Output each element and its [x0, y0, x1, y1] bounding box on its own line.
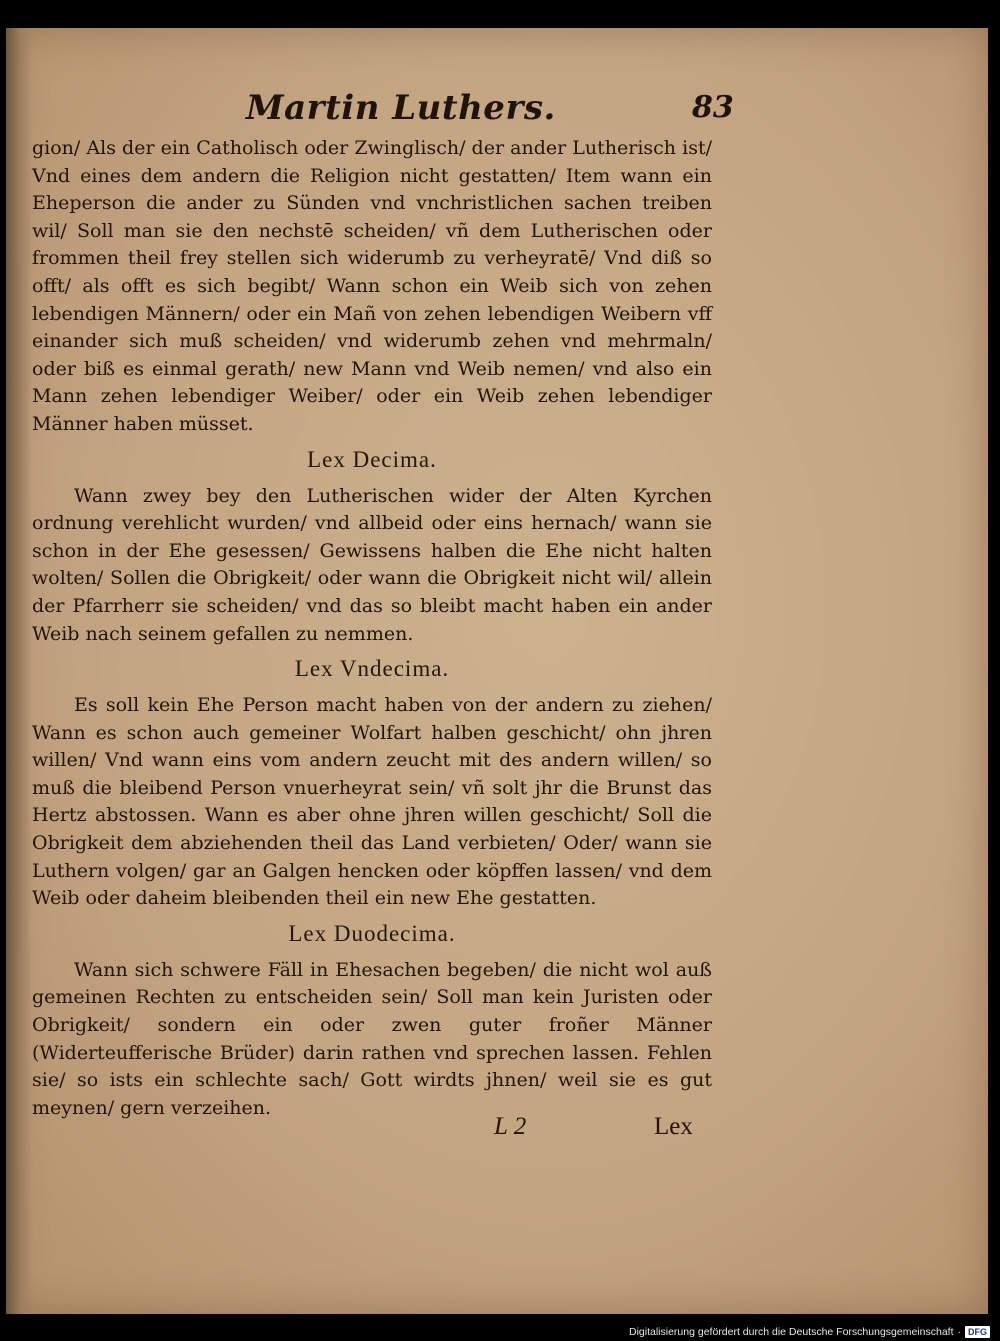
heading-lex-duodecima: Lex Duodecima.	[288, 920, 456, 946]
body-text	[32, 135, 712, 1122]
paragraph-lex-duodecima: Wann sich schwere Fäll in Ehesachen begeben/ die nicht wol auß gemeinen Rechten zu entscheiden sein/ Soll man kein Juristen oder Obrigkeit/ sondern ein oder zwen guter froñer Männer (Widerteufferische Brüder) darin rathen vnd sprechen lassen. Fehlen sie/ so ists ein schlechte sach/ Gott wirdts jhnen/ weil sie es gut meynen/ gern verzeihen.	[32, 958, 712, 1119]
paragraph-continuation: gion/ Als der ein Catholisch oder Zwinglisch/ der ander Lutherisch ist/ Vnd eines dem andern die Religion nicht gestatten/ Item wann ein Eheperson die ander zu Sünden vnd vnchristlichen sachen treiben wil/ Soll man sie den nechstē scheiden/ vñ dem Lutherischen oder frommen theil frey stellen sich widerumb zu verheyratē/ Vnd diß so offt/ als offt es sich begibt/ Wann schon ein Weib sich von zehen lebendigen Männern/ oder ein Mañ von zehen lebendigen Weibern vff einander sich muß scheiden/ vnd widerumb zehen vnd mehrmaln/ oder biß es einmal gerath/ new Mann vnd Weib nemen/ vnd also ein Mann zehen lebendiger Weiber/ oder ein Weib zehen lebendiger Männer haben müsset.	[32, 137, 712, 435]
digitization-credit: Digitalisierung gefördert durch die Deutsche Forschungsgemeinschaft · DFG	[629, 1326, 990, 1338]
heading-lex-decima: Lex Decima.	[307, 446, 437, 472]
page-number: 83	[692, 90, 734, 125]
heading-lex-vndecima: Lex Vndecima.	[294, 656, 450, 682]
catchword: Lex	[654, 1113, 693, 1140]
book-page	[6, 28, 988, 1314]
running-title: Martin Luthers.	[246, 88, 556, 128]
dfg-logo-icon: DFG	[965, 1326, 990, 1338]
paragraph-lex-decima: Wann zwey bey den Lutherischen wider der Alten Kyrchen ordnung verehlicht wurden/ vnd allbeid oder eins hernach/ wann sie schon in der Ehe gesessen/ Gewissens halben die Ehe nicht halten wolten/ Sollen die Obrigkeit/ oder wann die Obrigkeit nicht wil/ allein der Pfarrherr sie scheiden/ vnd das so bleibt macht haben ein ander Weib nach seinem gefallen zu nemmen.	[32, 484, 712, 645]
digitization-credit-text: Digitalisierung gefördert durch die Deutsche Forschungsgemeinschaft	[628, 1326, 954, 1338]
signature-mark: L 2	[494, 1113, 527, 1140]
page-gutter	[6, 28, 32, 1314]
paragraph-lex-vndecima: Es soll kein Ehe Person macht haben von der andern zu ziehen/ Wann es schon auch gemeiner Wolfart halben geschicht/ ohn jhren willen/ Vnd wann eins vom andern zeucht mit des andern willen/ so muß die bleibend Person vnuerheyrat sein/ vñ solt jhr die Brunst das Hertz abstossen. Wann es aber ohne jhren willen geschicht/ Soll die Obrigkeit dem abziehenden theil das Land verbieten/ Oder/ wann sie Luthern volgen/ gar an Galgen hencken oder köpffen lassen/ vnd dem Weib oder daheim bleibenden theil ein new Ehe gestatten.	[32, 694, 712, 910]
